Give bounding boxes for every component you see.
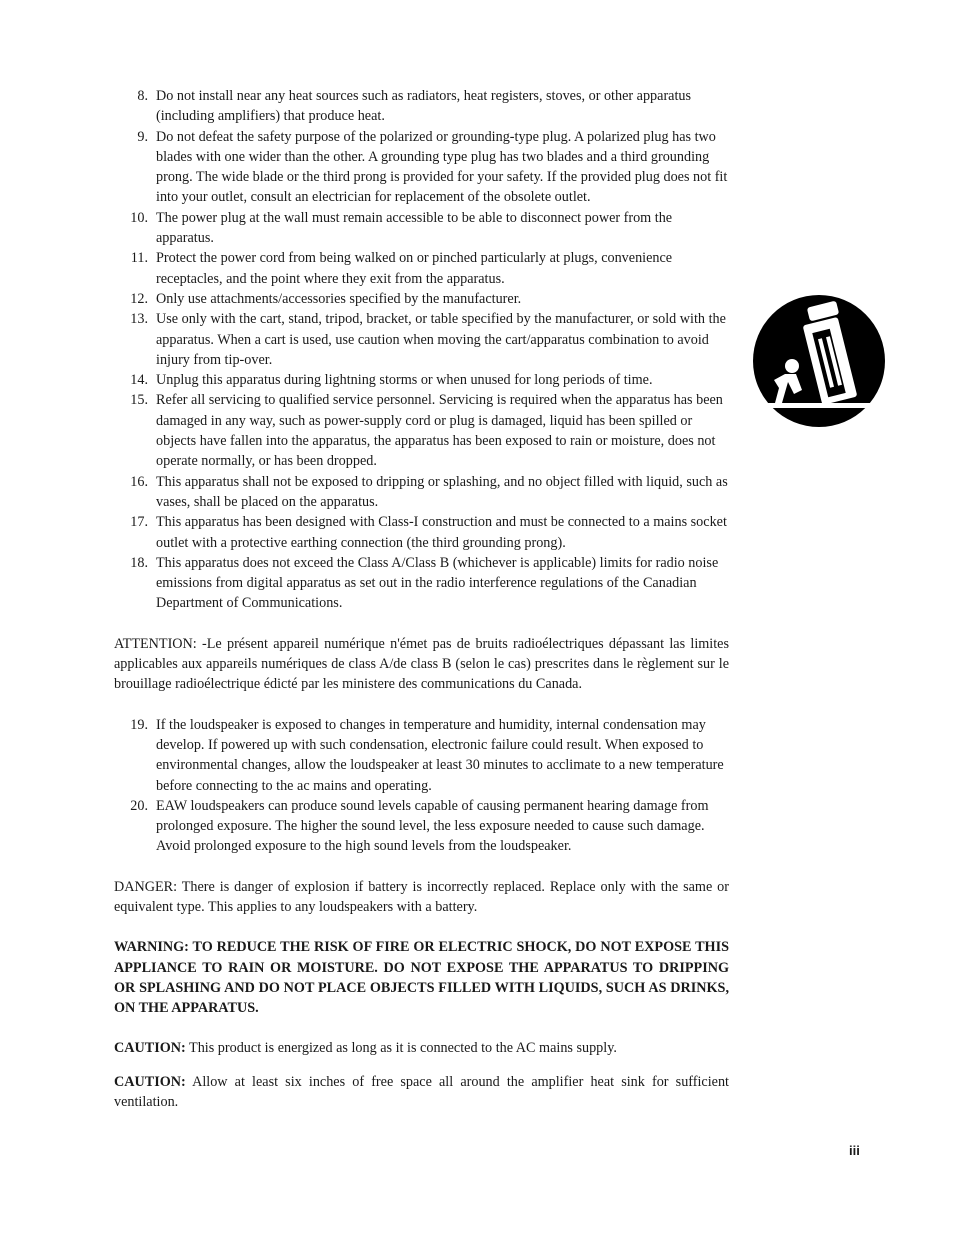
danger-paragraph: DANGER: There is danger of explosion if battery is incorrectly replaced. Replace only with the same or equivalent type. This applies to any loudspeakers with a battery. (114, 878, 729, 915)
list-item-number: 18. (130, 554, 148, 571)
list-item-text: Use only with the cart, stand, tripod, bracket, or table specified by the manufacturer, or sold with the apparatus. When a cart is used, use caution when moving the cart/apparatus combination to avoid injury from tip-over. (156, 311, 726, 368)
list-item-number: 19. (130, 716, 148, 733)
page-number: iii (849, 1143, 860, 1158)
list-item (114, 715, 729, 796)
list-item (114, 127, 729, 208)
list-item-number: 14. (130, 372, 148, 389)
caution-label: CAUTION: (114, 1073, 186, 1090)
list-item-text: EAW loudspeakers can produce sound levels capable of causing permanent hearing damage from prolonged exposure. The higher the sound level, the less exposure needed to cause such damage. Avoid prolonged exposure to the high sound levels from the loudspeaker. (156, 797, 709, 855)
caution-paragraph-2 (114, 1072, 729, 1113)
list-item-number: 10. (130, 209, 148, 226)
list-item-text: Refer all servicing to qualified service personnel. Servicing is required when the apparatus has been damaged in any way, such as power-supply cord or plug is damaged, liquid has been spilled or objects have fallen into the apparatus, the apparatus has been exposed to rain or moisture, does not operate normally, or has been dropped. (156, 392, 723, 470)
list-item (114, 796, 729, 857)
caution-label: CAUTION: (114, 1040, 186, 1057)
list-item-text: Only use attachments/accessories specified by the manufacturer. (156, 290, 522, 307)
list-item-number: 16. (130, 473, 148, 490)
list-item-text: This apparatus does not exceed the Class A/Class B (whichever is applicable) limits for radio noise emissions from digital apparatus as set out in the radio interference regulations of the Canadian Department of Communications. (156, 554, 719, 612)
list-item-number: 11. (130, 250, 148, 267)
list-item (114, 512, 729, 553)
list-item-number: 12. (130, 290, 148, 307)
list-item-number: 20. (130, 797, 148, 814)
list-item (114, 390, 729, 471)
list-item (114, 86, 729, 127)
list-item-number: 9. (137, 128, 148, 145)
list-item (114, 370, 729, 390)
list-item-text: If the loudspeaker is exposed to changes in temperature and humidity, internal condensation may develop. If powered up with such condensation, electronic failure could result. When exposed to environmental changes, allow the loudspeaker at least 30 minutes to acclimate to a new temperature before connecting to the ac mains and operating. (156, 716, 724, 794)
list-item (114, 472, 729, 513)
caution-paragraph-1 (114, 1038, 729, 1058)
cart-tip-over-warning-icon (752, 294, 886, 428)
caution-text: Allow at least six inches of free space all around the amplifier heat sink for sufficient ventilation. (114, 1073, 729, 1111)
caution-text: This product is energized as long as it is connected to the AC mains supply. (185, 1040, 617, 1057)
list-item (114, 309, 729, 370)
list-item-text: Do not install near any heat sources such as radiators, heat registers, stoves, or other apparatus (including amplifiers) that produce heat. (156, 88, 692, 125)
list-item-text: The power plug at the wall must remain accessible to be able to disconnect power from the apparatus. (156, 209, 673, 247)
list-item-number: 13. (130, 311, 148, 328)
list-item (114, 208, 729, 249)
list-item (114, 248, 729, 289)
list-item-text: Do not defeat the safety purpose of the polarized or grounding-type plug. A polarized plug has two blades with one wider than the other. A grounding type plug has two blades and a third grounding prong. The wide blade or the third prong is provided for your safety. If the provided plug does not fit into your outlet, consult an electrician for replacement of the obsolete outlet. (156, 128, 728, 206)
list-item-number: 15. (130, 392, 148, 409)
list-item-number: 17. (130, 514, 148, 531)
list-item-text: This apparatus shall not be exposed to dripping or splashing, and no object filled with liquid, such as vases, shall be placed on the apparatus. (156, 473, 728, 510)
safety-list-bottom (114, 715, 729, 857)
list-item (114, 553, 729, 614)
safety-list-top (114, 86, 729, 614)
list-item-text: Protect the power cord from being walked on or pinched particularly at plugs, convenience receptacles, and the point where they exit from the apparatus. (156, 250, 673, 287)
list-item-number: 8. (137, 88, 148, 104)
document-body (114, 86, 729, 1112)
attention-paragraph: ATTENTION: -Le présent appareil numérique n'émet pas de bruits radioélectriques dépassant las limites applicables aux appareils numériques de class A/de class B (selon le cas) prescrites dans le règlement sur le brouillage radioélectrique édicté par les ministere des communications du Canada. (114, 635, 729, 693)
list-item (114, 289, 729, 309)
list-item-text: Unplug this apparatus during lightning storms or when unused for long periods of time. (156, 372, 653, 389)
warning-paragraph: WARNING: TO REDUCE THE RISK OF FIRE OR ELECTRIC SHOCK, DO NOT EXPOSE THIS APPLIANCE TO RAIN OR MOISTURE. DO NOT EXPOSE THE APPARATUS TO DRIPPING OR SPLASHING AND DO NOT PLACE OBJECTS FILLED WITH LIQUIDS, SUCH AS DRINKS, ON THE APPARATUS. (114, 939, 729, 1017)
list-item-text: This apparatus has been designed with Class-I construction and must be connected to a mains socket outlet with a protective earthing connection (the third grounding prong). (156, 514, 727, 551)
